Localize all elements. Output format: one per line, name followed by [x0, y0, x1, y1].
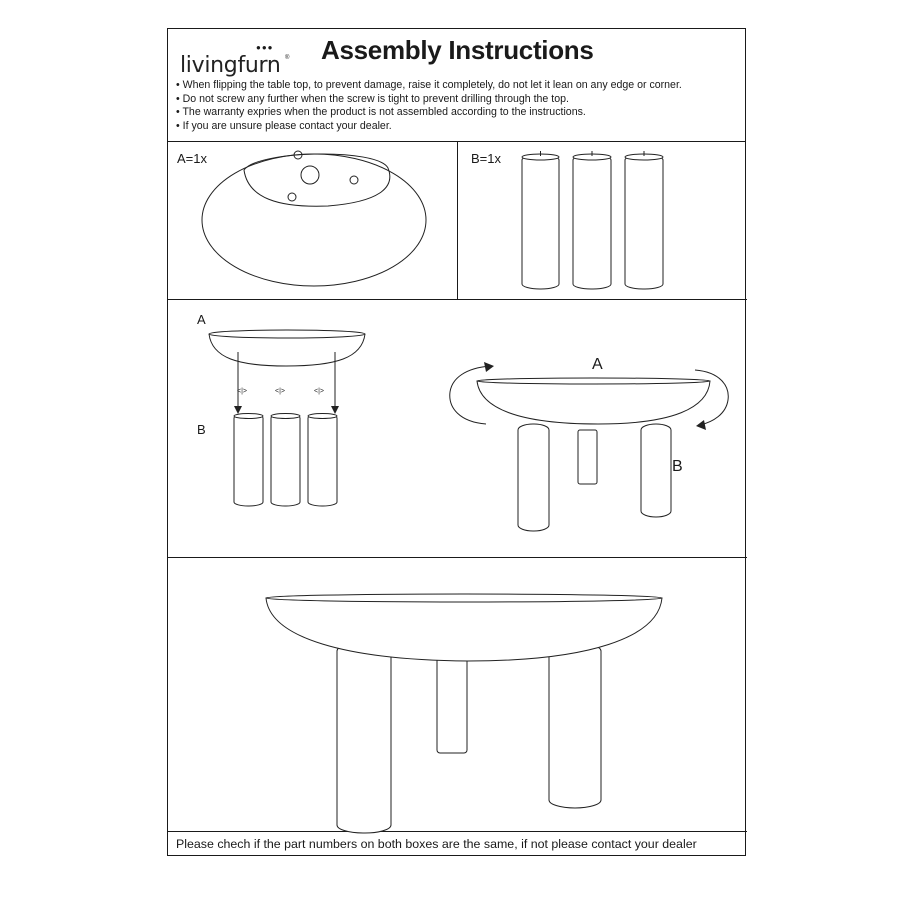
instruction-item: • When flipping the table top, to prevent damage, raise it completely, do not let it lean on any edge or corner.: [176, 79, 682, 91]
logo-dots-icon: ●●●: [256, 43, 274, 52]
screw-hole: [350, 176, 358, 184]
finished-table-panel: [168, 558, 747, 832]
assembly-steps-panel: [168, 300, 747, 558]
part-a-panel: [168, 142, 458, 300]
leg-icon: [522, 151, 559, 289]
leg-icon: [308, 414, 337, 507]
part-b-label: B=1x: [471, 151, 501, 166]
tabletop-drawing: [168, 142, 458, 300]
step2-label-b: B: [672, 458, 683, 475]
svg-text:<|>: <|>: [275, 388, 285, 395]
step1-label-a: A: [197, 312, 206, 327]
legs-drawing: [458, 142, 747, 300]
rear-leg-icon: [578, 430, 597, 484]
part-a-label: A=1x: [177, 151, 207, 166]
page-title: Assembly Instructions: [321, 35, 594, 65]
footer: [168, 832, 747, 856]
leg-icon: [271, 414, 300, 507]
leg-icon: [625, 151, 663, 289]
leg-icon: [518, 424, 549, 531]
svg-text:<|>: <|>: [314, 388, 324, 395]
center-hole: [301, 166, 319, 184]
screw-icon: [237, 388, 324, 395]
tabletop-icon: [209, 330, 365, 366]
leg-icon: [641, 424, 671, 517]
footer-note: Please chech if the part numbers on both boxes are the same, if not please contact your dealer: [176, 837, 697, 851]
step2-label-a: A: [592, 356, 603, 373]
instruction-item: • If you are unsure please contact your dealer.: [176, 119, 392, 132]
header: [168, 29, 745, 142]
instruction-list: [176, 79, 682, 133]
down-arrow-icon: [234, 352, 242, 414]
instruction-item: • The warranty expries when the product is not assembled according to the instructions.: [176, 106, 586, 118]
tabletop-icon: [266, 594, 662, 661]
step1-label-b: B: [197, 422, 206, 437]
part-b-panel: [458, 142, 747, 300]
assembly-drawing: [168, 300, 747, 558]
tabletop-icon: [477, 378, 710, 424]
rear-leg-icon: [437, 658, 467, 753]
brand-name: livingfurn: [180, 53, 281, 78]
tabletop-outline: [202, 154, 426, 286]
down-arrow-icon: [331, 352, 339, 414]
brand-logo: [180, 41, 290, 79]
instruction-sheet: [167, 28, 746, 856]
leg-icon: [573, 151, 611, 289]
leg-icon: [549, 643, 601, 808]
leg-icon: [337, 643, 391, 833]
instruction-item: • Do not screw any further when the screw is tight to prevent drilling through the top.: [176, 92, 569, 105]
leg-icon: [234, 414, 263, 507]
registered-mark-icon: ®: [285, 55, 290, 61]
screw-hole: [288, 193, 296, 201]
svg-text:<|>: <|>: [237, 388, 247, 395]
finished-table-drawing: [168, 558, 747, 832]
